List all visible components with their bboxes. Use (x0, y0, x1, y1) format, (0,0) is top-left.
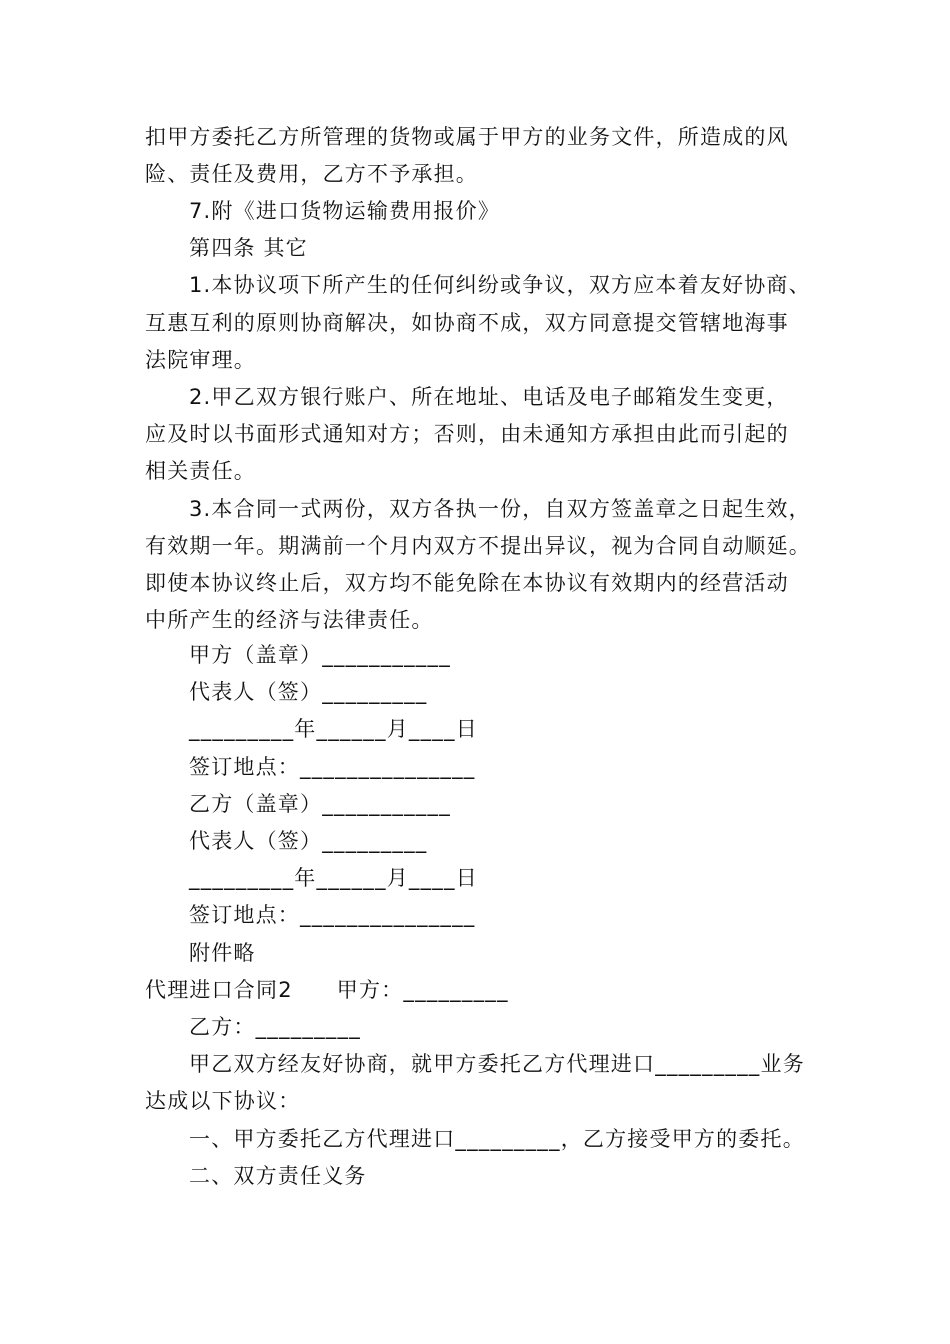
attachment-item: 7.附《进口货物运输费用报价》 (189, 199, 501, 223)
section-one-line: 一、甲方委托乙方代理进口_________，乙方接受甲方的委托。 (189, 1127, 805, 1151)
clause-line: 应及时以书面形式通知对方；否则，由未通知方承担由此而引起的 (145, 422, 789, 446)
clause-line: 互惠互利的原则协商解决，如协商不成，双方同意提交管辖地海事 (145, 311, 789, 335)
paragraph-line: 扣甲方委托乙方所管理的货物或属于甲方的业务文件，所造成的风 (145, 125, 789, 149)
clause-line: 中所产生的经济与法律责任。 (145, 608, 434, 632)
party-b-representative-line: 代表人（签）_________ (189, 829, 428, 853)
contract-title-line (145, 975, 509, 1005)
clause-line: 2.甲乙双方银行账户、所在地址、电话及电子邮箱发生变更， (189, 385, 789, 409)
party-a-date-line: _________年______月____日 (189, 717, 478, 741)
clause-line: 即使本协议终止后，双方均不能免除在本协议有效期内的经营活动 (145, 571, 789, 595)
contract-title: 代理进口合同2 (145, 978, 293, 1002)
party-b-place-line: 签订地点：_______________ (189, 903, 476, 927)
paragraph-line: 险、责任及费用，乙方不予承担。 (145, 162, 478, 186)
party-a-seal-line: 甲方（盖章）___________ (189, 643, 451, 667)
party-a-field: 甲方：_________ (336, 978, 509, 1002)
party-a-place-line: 签订地点：_______________ (189, 755, 476, 779)
clause-line: 有效期一年。期满前一个月内双方不提出异议，视为合同自动顺延。 (145, 534, 811, 558)
party-b-date-line: _________年______月____日 (189, 866, 478, 890)
party-b-seal-line: 乙方（盖章）___________ (189, 792, 451, 816)
attachment-note: 附件略 (189, 941, 256, 965)
clause-line: 3.本合同一式两份，双方各执一份，自双方签盖章之日起生效， (189, 497, 811, 521)
section-two-heading: 二、双方责任义务 (189, 1164, 367, 1188)
article-heading: 第四条 其它 (189, 236, 308, 260)
party-a-representative-line: 代表人（签）_________ (189, 680, 428, 704)
clause-line: 1.本协议项下所产生的任何纠纷或争议，双方应本着友好协商、 (189, 273, 811, 297)
intro-line: 达成以下协议： (145, 1089, 301, 1113)
clause-line: 法院审理。 (145, 348, 256, 372)
party-b-field: 乙方：_________ (189, 1015, 361, 1039)
intro-line: 甲乙双方经友好协商，就甲方委托乙方代理进口_________业务 (189, 1052, 805, 1076)
clause-line: 相关责任。 (145, 459, 256, 483)
